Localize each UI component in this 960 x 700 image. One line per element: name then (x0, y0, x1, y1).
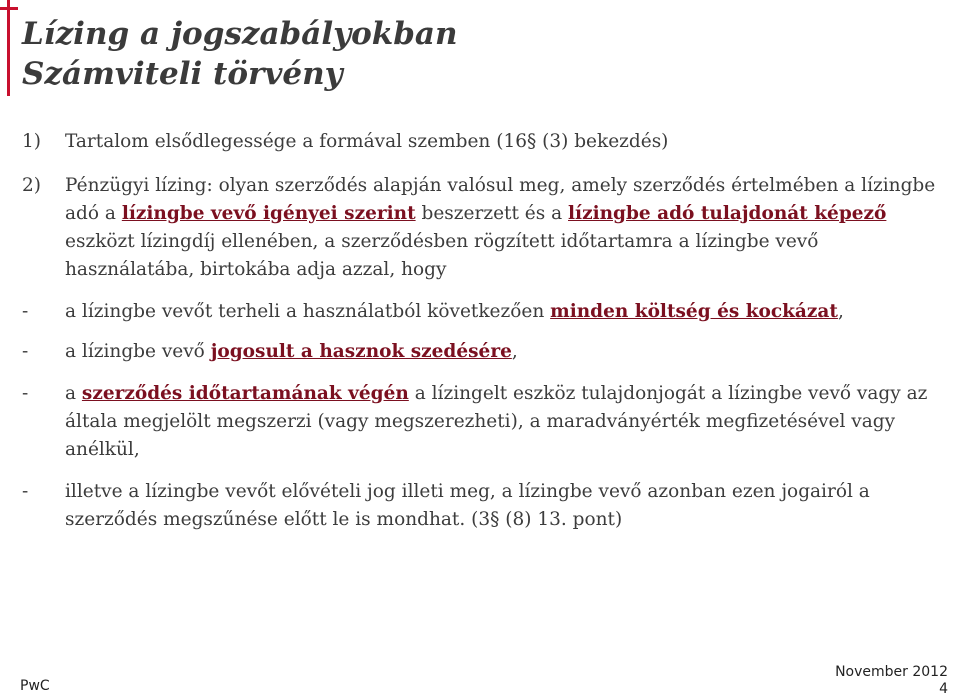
list-item-text (65, 338, 942, 366)
list-item-4 (22, 338, 942, 366)
emphasis-segment: szerződés időtartamának végén (81, 383, 409, 404)
emphasis-segment: jogosult a hasznok szedésére (210, 341, 512, 362)
list-item-5 (22, 380, 942, 464)
title-line-2: Számviteli törvény (22, 56, 343, 92)
list-marker: - (22, 481, 29, 502)
text-segment: , (511, 341, 518, 362)
list-item-text (65, 478, 942, 534)
text-segment: a lízingbe vevő (65, 341, 211, 362)
list-item-6 (22, 478, 942, 534)
text-segment: beszerzett és a (415, 203, 569, 224)
text-segment: eszközt lízingdíj ellenében, a szerződésben rögzített időtartamra a lízingbe vevő használatába, birtokába adja azzal, hogy (65, 231, 819, 280)
text-segment: a lízingelt eszköz tulajdonjogát a lízingbe vevő vagy az általa megjelölt megszerzi (vagy megszerezheti), a maradványérték megfizetésével vagy anélkül, (65, 383, 928, 460)
text-segment: Tartalom elsődlegessége a formával szemben (16§ (3) bekezdés) (65, 131, 669, 152)
title-line-1: Lízing a jogszabályokban (22, 16, 458, 52)
text-segment: a lízingbe vevőt terheli a használatból következően (65, 301, 551, 322)
list-marker: - (22, 301, 29, 322)
list-marker: - (22, 383, 29, 404)
list-marker: 2) (22, 175, 41, 196)
list-item-3 (22, 298, 942, 326)
accent-bar-vertical (7, 0, 10, 96)
slide-title (22, 14, 458, 94)
list-item-text (65, 128, 942, 156)
company-name: PwC (20, 678, 50, 694)
list-item-text (65, 172, 942, 284)
emphasis-segment: lízingbe vevő igényei szerint (121, 203, 416, 224)
footer-meta (835, 664, 948, 698)
emphasis-segment: lízingbe adó tulajdonát képező (568, 203, 887, 224)
list-item-1 (22, 128, 942, 156)
text-segment: a (65, 383, 82, 404)
emphasis-segment: minden költség és kockázat (550, 301, 838, 322)
list-item-2 (22, 172, 942, 284)
text-segment: Pénzügyi lízing: olyan szerződés alapján valósul meg, amely szerződés értelmében a lízingbe adó a (65, 175, 936, 224)
list-item-text (65, 380, 942, 464)
list-item-text (65, 298, 942, 326)
accent-bar-horizontal (0, 7, 18, 10)
text-segment: illetve a lízingbe vevőt elővételi jog illeti meg, a lízingbe vevő azonban ezen jogairól a szerződés megszűnése előtt le is mondhat. (3§ (8) 13. pont) (65, 481, 870, 530)
footer-date: November 2012 (835, 664, 948, 680)
list-marker: 1) (22, 131, 41, 152)
list-marker: - (22, 341, 29, 362)
page-number: 4 (939, 681, 948, 697)
text-segment: , (837, 301, 844, 322)
